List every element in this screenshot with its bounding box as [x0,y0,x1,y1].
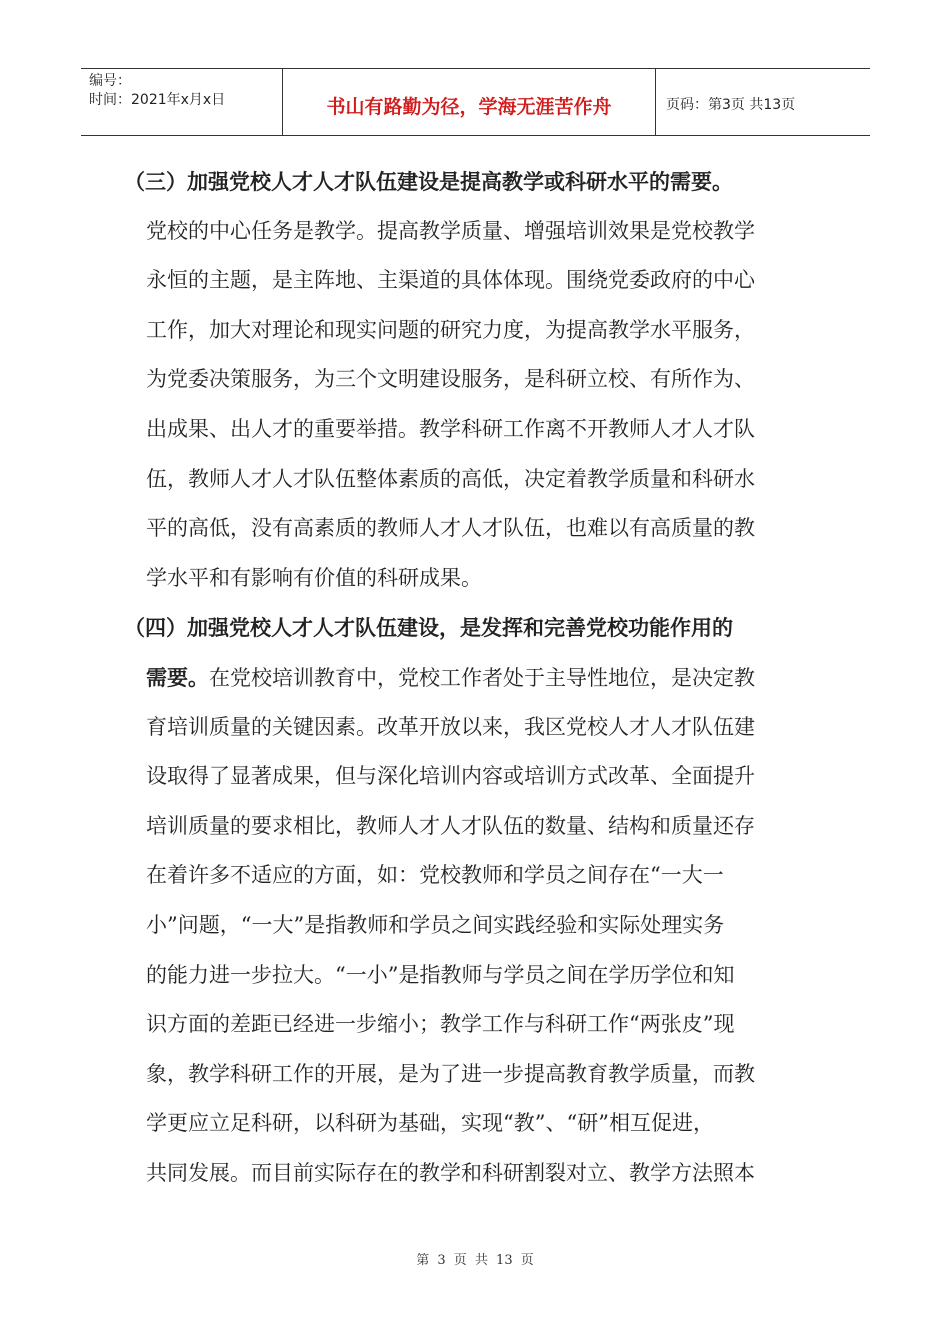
document-time-label: 时间：2021年x月x日 [89,92,226,108]
section-heading-4: （四）加强党校人才人才队伍建设，是发挥和完善党校功能作用的 [124,615,733,641]
body-line: 为党委决策服务，为三个文明建设服务，是科研立校、有所作为、 [146,367,755,392]
body-line: 党校的中心任务是教学。提高教学质量、增强培训效果是党校教学 [146,218,755,243]
body-line: 平的高低，没有高素质的教师人才人才队伍，也难以有高质量的教 [146,516,755,541]
section-heading-4-end: 需要。 [146,664,209,690]
body-line: 共同发展。而目前实际存在的教学和科研割裂对立、教学方法照本 [146,1160,755,1185]
body-line: 象，教学科研工作的开展，是为了进一步提高教育教学质量，而教 [146,1061,755,1086]
page-footer: 第 3 页 共 13 页 [416,1253,534,1268]
body-line: 培训质量的要求相比，教师人才人才队伍的数量、结构和质量还存 [146,813,755,838]
body-line: 工作，加大对理论和现实问题的研究力度，为提高教学水平服务， [146,317,755,342]
header-motto: 书山有路勤为径，学海无涯苦作舟 [283,69,656,135]
body-line: 小”问题，“一大”是指教师和学员之间实践经验和实际处理实务 [146,912,725,937]
document-header [81,68,870,136]
body-line: 设取得了显著成果，但与深化培训内容或培训方式改革、全面提升 [146,764,755,789]
body-line: 永恒的主题，是主阵地、主渠道的具体体现。围绕党委政府的中心 [146,268,755,293]
body-line: 学更应立足科研，以科研为基础，实现“教”、“研”相互促进， [146,1111,714,1136]
body-line: 伍，教师人才人才队伍整体素质的高低，决定着教学质量和科研水 [146,466,755,491]
body-line: 出成果、出人才的重要举措。教学科研工作离不开教师人才人才队 [146,416,755,441]
body-line-continuation: 在党校培训教育中，党校工作者处于主导性地位，是决定教 [209,665,755,690]
header-meta-cell [81,69,283,135]
header-page-info: 页码：第3页 共13页 [666,97,796,113]
document-body [124,157,810,1198]
body-line: 的能力进一步拉大。“一小”是指教师与学员之间在学历学位和知 [146,962,735,987]
body-line: 在着许多不适应的方面，如：党校教师和学员之间存在“一大一 [146,863,724,888]
body-line: 识方面的差距已经进一步缩小；教学工作与科研工作“两张皮”现 [146,1012,735,1037]
section-heading-3: （三）加强党校人才人才队伍建设是提高教学或科研水平的需要。 [124,169,733,194]
body-line: 学水平和有影响有价值的科研成果。 [146,565,482,590]
document-number-label: 编号： [89,73,131,89]
body-line: 育培训质量的关键因素。改革开放以来，我区党校人才人才队伍建 [146,714,755,739]
body-line-mixed [146,653,810,703]
